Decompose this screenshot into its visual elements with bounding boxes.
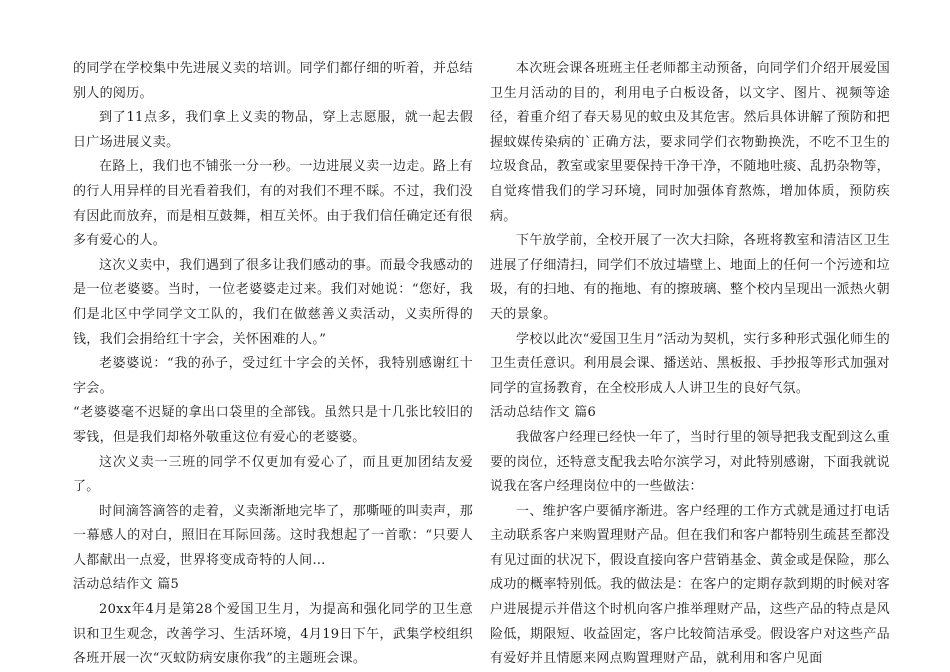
- right-column: [490, 57, 890, 672]
- paragraph: 一、维护客户要循序渐进。客户经理的工作方式就是通过打电话主动联系客户来购置理财产品。但在我们和客户都特别生疏甚至都没有见过面的状况下，假设直接向客户营销基金、黄金或是保险，那么成功的概率特别低。我的做法是：在客户的定期存款到期的时候对客户进展提示并借这个时机向客户推举理财产品，这些产品的特点是风险低，期限短、收益固定，客户比较简洁承受。假设客户对这些产品有爱好并且情愿来网点购置理财产品，就利用和客户见面: [490, 503, 890, 667]
- paragraph: 这次义卖中，我们遇到了很多让我们感动的事。而最令我感动的是一位老婆婆。当时，一位老婆婆走过来。我们对她说：“您好，我们是北区中学同学文工队的，我们在做慈善义卖活动，义卖所得的钱，我们会捐给红十字会，关怀困难的人。”: [73, 257, 473, 347]
- left-column: [73, 57, 473, 672]
- paragraph: 到了11点多，我们拿上义卖的物品，穿上志愿服，就一起去假日广场进展义卖。: [73, 110, 473, 150]
- paragraph: “老婆婆毫不迟疑的拿出口袋里的全部钱。虽然只是十几张比较旧的零钱，但是我们却格外敬重这位有爱心的老婆婆。: [73, 405, 473, 445]
- paragraph: 下午放学前，全校开展了一次大扫除，各班将教室和清洁区卫生进展了仔细清扫，同学们不放过墙壁上、地面上的任何一个污迹和垃圾，有的扫地、有的拖地、有的擦玻璃、整个校内呈现出一派热火朝天的景象。: [490, 233, 890, 322]
- paragraph: 学校以此次“爱国卫生月”活动为契机，实行多种形式强化师生的卫生责任意识。利用晨会课、播送站、黑板报、手抄报等形式加强对同学的宣扬教育，在全校形成人人讲卫生的良好气氛。: [490, 331, 890, 396]
- paragraph: 这次义卖一三班的同学不仅更加有爱心了，而且更加团结友爱了。: [73, 454, 473, 495]
- paragraph: 我做客户经理已经快一年了，当时行里的领导把我支配到这么重要的岗位，还特意支配我去哈尔滨学习，对此特别感谢，下面我就说说我在客户经理岗位中的一些做法：: [490, 429, 890, 495]
- paragraph: 时间滴答滴答的走着，义卖渐渐地完毕了，那嘶哑的叫卖声，那一幕感人的对白，照旧在耳际回荡。这时我想起了一首歌：“只要人人都献出一点爱，世界将变成奇特的人间…: [73, 503, 473, 568]
- paragraph: 老婆婆说：“我的孙子，受过红十字会的关怀，我特别感谢红十字会。: [73, 356, 473, 396]
- paragraph: 本次班会课各班班主任老师都主动预备，向同学们介绍开展爱国卫生月活动的目的，利用电子白板设备，以文字、图片、视频等途径，着重介绍了春天易见的蚊虫及其危害。然后具体讲解了预防和把握蚊媒传染病的`正确方法，要求同学们衣物勤换洗，不吃不卫生的垃圾食品，教室或家里要保持干净干净，不随地吐痰、乱扔杂物等，自觉疼惜我们的学习环境，同时加强体育熬炼，增加体质，预防疾病。: [490, 61, 890, 224]
- section-heading: 活动总结作文 篇6: [490, 405, 597, 421]
- paragraph: 的同学在学校集中先进展义卖的培训。同学们都仔细的听着，并总结别人的阅历。: [73, 61, 473, 101]
- paragraph: 20xx年4月是第28个爱国卫生月，为提高和强化同学的卫生意识和卫生观念，改善学习、生活环境，4月19日下午，武集学校组织各班开展一次“灭蚊防病安康你我”的主题班会课。: [73, 602, 473, 667]
- paragraph: 在路上，我们也不铺张一分一秒。一边进展义卖一边走。路上有的行人用异样的目光看着我们，有的对我们不理不睬。不过，我们没有因此而放弃，而是相互鼓舞，相互关怀。由于我们信任确定还有很多有爱心的人。: [73, 159, 473, 249]
- section-heading: 活动总结作文 篇5: [73, 577, 180, 593]
